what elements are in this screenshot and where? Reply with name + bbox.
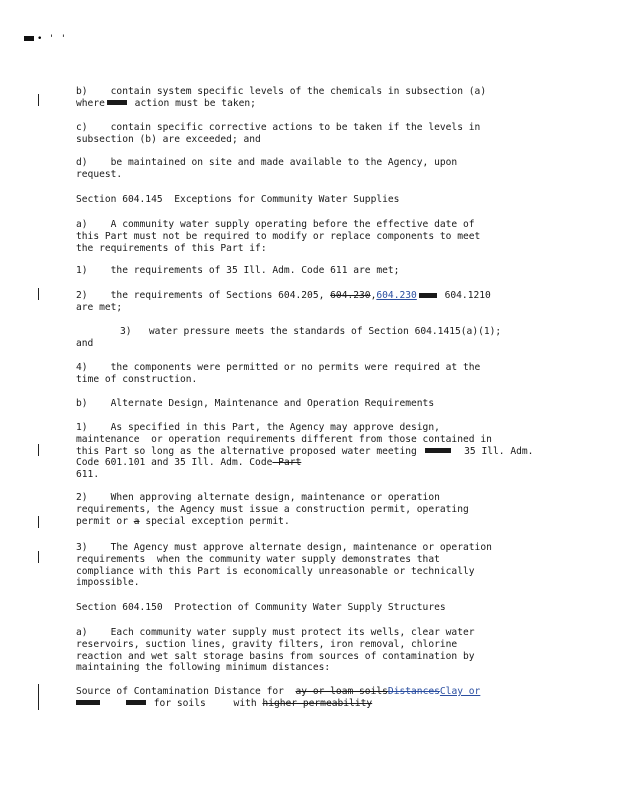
paragraph-text: 35 Ill. Adm. Code 601.101 and 35 Ill. Adm. Code (76, 445, 540, 469)
deleted-text: higher permeability (262, 697, 373, 709)
redaction-mark (126, 700, 146, 705)
redaction-mark (107, 100, 127, 105)
paragraph-b-alternate-heading: b) Alternate Design, Maintenance and Operation Requirements (76, 398, 435, 409)
list-item-1: 1) the requirements of 35 Ill. Adm. Code 611 are met; (76, 265, 400, 276)
list-item-2 (76, 290, 542, 314)
inserted-text: Clay or (439, 686, 481, 697)
change-bar (38, 94, 39, 106)
deleted-text: ay or loam soils (295, 686, 388, 697)
paragraph-text: 2) When approving alternate design, maintenance or operation requirements, the Agency must issue a construction permit, operating permit or (76, 492, 469, 527)
change-bar (38, 444, 39, 456)
paragraph-text: 2) the requirements of Sections 604.205, (76, 290, 331, 301)
paragraph-2-permit (76, 492, 542, 527)
header-mark-block (24, 36, 34, 41)
deleted-inserted-text: Distances (387, 686, 440, 697)
paragraph-text: Source of Contamination Distance for (76, 686, 296, 697)
paragraph-a-protect: a) Each community water supply must protect its wells, clear water reservoirs, suction lines, gravity filters, iron removal, chlorine reaction and wet salt storage basins from sources of contamination by maintaining the following minimum distances: (76, 627, 475, 674)
redaction-mark (425, 448, 451, 453)
header-mark (24, 34, 67, 44)
deleted-text: 604.230 (330, 290, 371, 301)
paragraph-text: 611. (76, 469, 100, 481)
deleted-text: Part (272, 457, 302, 469)
paragraph-a-exceptions: a) A community water supply operating before the effective date of this Part must not be required to modify or replace components to meet the requirements of this Part if: (76, 219, 481, 254)
paragraph-text: b) contain system specific levels of the chemicals in subsection (a) where (76, 86, 487, 109)
paragraph-text: 604.1210 are met; (76, 290, 491, 313)
change-bar (38, 516, 39, 528)
header-mark-text: • ' ' (37, 34, 67, 44)
paragraph-text: action must be taken; (128, 97, 256, 109)
section-604-145-heading: Section 604.145 Exceptions for Community Water Supplies (76, 194, 400, 205)
paragraph-d-maintained: d) be maintained on site and made available to the Agency, upon request. (76, 157, 458, 180)
paragraph-text: special exception permit. (139, 515, 290, 527)
table-heading-row (76, 686, 542, 710)
change-bar (38, 684, 39, 710)
change-bar (38, 551, 39, 563)
section-604-150-heading: Section 604.150 Protection of Community Water Supply Structures (76, 602, 446, 613)
redaction-mark (419, 293, 437, 298)
paragraph-text: with (227, 697, 263, 709)
list-item-4: 4) the components were permitted or no permits were required at the time of construction. (76, 362, 481, 385)
change-bar (38, 288, 39, 300)
paragraph-text: , (370, 290, 377, 301)
deleted-text: a (133, 515, 140, 527)
paragraph-1-agency-approve (76, 422, 542, 481)
redaction-mark (76, 700, 100, 705)
paragraph-c-corrective: c) contain specific corrective actions to be taken if the levels in subsection (b) are exceeded; and (76, 122, 481, 145)
paragraph-text: for soils (148, 697, 206, 709)
inserted-text: 604.230 (376, 290, 417, 301)
list-item-3 (76, 326, 542, 350)
paragraph-text: 1) As specified in this Part, the Agency may approve design, maintenance or operation requirements different from those contained in this Part so long as the alternative proposed water meeting (76, 422, 492, 457)
paragraph-text: 3) water pressure meets the standards of Section 604.1415(a)(1); and (76, 326, 502, 349)
paragraph-3-demonstrates: 3) The Agency must approve alternate design, maintenance or operation requirements when the community water supply demonstrates that compliance with this Part is economically unreasonable or technically impossible. (76, 542, 492, 589)
paragraph-b-levels (76, 86, 542, 110)
